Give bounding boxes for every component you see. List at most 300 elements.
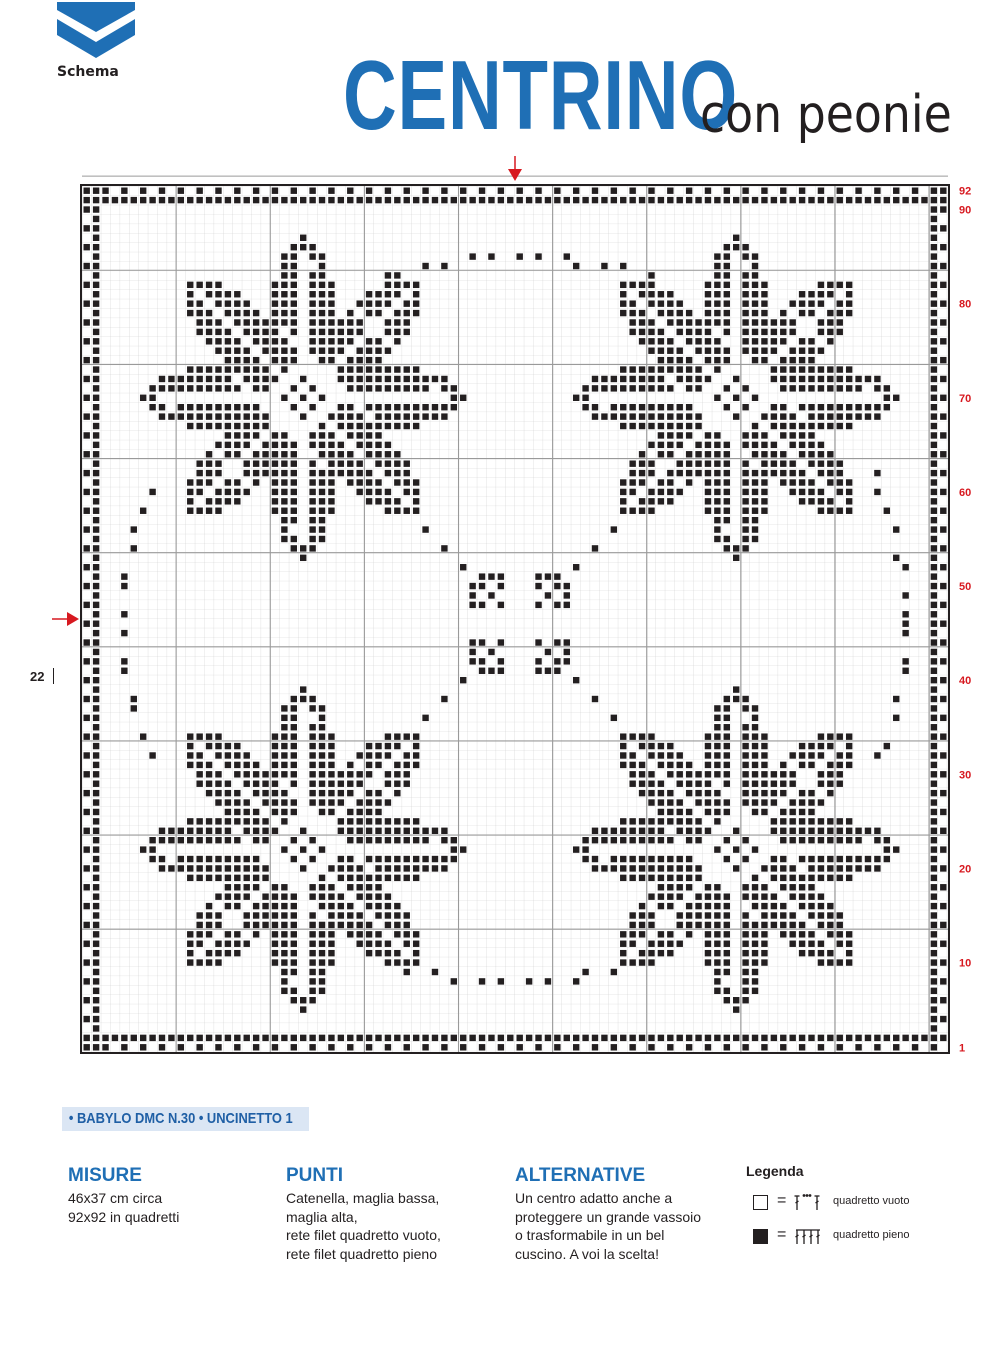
filled-cell bbox=[818, 300, 824, 306]
filled-cell bbox=[931, 733, 937, 739]
filled-cell bbox=[309, 197, 315, 203]
filled-cell bbox=[677, 404, 683, 410]
filled-cell bbox=[93, 884, 99, 890]
filled-cell bbox=[319, 959, 325, 965]
filled-cell bbox=[667, 875, 673, 881]
filled-cell bbox=[93, 413, 99, 419]
filled-cell bbox=[196, 959, 202, 965]
filled-cell bbox=[404, 922, 410, 928]
filled-cell bbox=[385, 781, 391, 787]
filled-cell bbox=[84, 978, 90, 984]
filled-cell bbox=[84, 771, 90, 777]
filled-cell bbox=[846, 856, 852, 862]
filled-cell bbox=[761, 319, 767, 325]
filled-cell bbox=[931, 696, 937, 702]
filled-cell bbox=[648, 348, 654, 354]
filled-cell bbox=[347, 903, 353, 909]
filled-cell bbox=[121, 630, 127, 636]
filled-cell bbox=[940, 959, 946, 965]
filled-cell bbox=[328, 432, 334, 438]
filled-cell bbox=[846, 1035, 852, 1041]
filled-cell bbox=[385, 366, 391, 372]
filled-cell bbox=[620, 300, 626, 306]
filled-cell bbox=[291, 988, 297, 994]
filled-cell bbox=[931, 517, 937, 523]
filled-cell bbox=[300, 244, 306, 250]
filled-cell bbox=[319, 319, 325, 325]
filled-cell bbox=[639, 733, 645, 739]
filled-cell bbox=[884, 508, 890, 514]
filled-cell bbox=[545, 978, 551, 984]
filled-cell bbox=[724, 771, 730, 777]
filled-cell bbox=[677, 799, 683, 805]
filled-cell bbox=[309, 282, 315, 288]
filled-cell bbox=[639, 282, 645, 288]
filled-cell bbox=[724, 950, 730, 956]
filled-cell bbox=[281, 790, 287, 796]
filled-cell bbox=[931, 573, 937, 579]
filled-cell bbox=[93, 564, 99, 570]
filled-cell bbox=[884, 856, 890, 862]
filled-cell bbox=[394, 950, 400, 956]
filled-cell bbox=[545, 592, 551, 598]
filled-cell bbox=[394, 762, 400, 768]
filled-cell bbox=[620, 865, 626, 871]
filled-cell bbox=[846, 423, 852, 429]
filled-cell bbox=[733, 828, 739, 834]
filled-cell bbox=[714, 903, 720, 909]
filled-cell bbox=[196, 752, 202, 758]
filled-cell bbox=[686, 357, 692, 363]
filled-cell bbox=[385, 508, 391, 514]
filled-cell bbox=[441, 1035, 447, 1041]
filled-cell bbox=[724, 724, 730, 730]
filled-cell bbox=[422, 837, 428, 843]
filled-cell bbox=[827, 366, 833, 372]
filled-cell bbox=[300, 846, 306, 852]
filled-cell bbox=[234, 903, 240, 909]
filled-cell bbox=[648, 489, 654, 495]
filled-cell bbox=[705, 950, 711, 956]
filled-cell bbox=[281, 366, 287, 372]
filled-cell bbox=[771, 451, 777, 457]
filled-cell bbox=[309, 941, 315, 947]
filled-cell bbox=[799, 423, 805, 429]
filled-cell bbox=[780, 310, 786, 316]
filled-cell bbox=[789, 366, 795, 372]
filled-cell bbox=[931, 1016, 937, 1022]
filled-cell bbox=[375, 310, 381, 316]
filled-cell bbox=[752, 338, 758, 344]
filled-cell bbox=[385, 922, 391, 928]
filled-cell bbox=[262, 451, 268, 457]
filled-cell bbox=[742, 1035, 748, 1041]
filled-cell bbox=[639, 366, 645, 372]
filled-cell bbox=[742, 253, 748, 259]
filled-cell bbox=[714, 432, 720, 438]
filled-cell bbox=[234, 818, 240, 824]
filled-cell bbox=[714, 338, 720, 344]
filled-cell bbox=[187, 828, 193, 834]
filled-cell bbox=[253, 423, 259, 429]
filled-cell bbox=[677, 348, 683, 354]
filled-cell bbox=[347, 188, 353, 194]
filled-cell bbox=[742, 310, 748, 316]
filled-cell bbox=[366, 498, 372, 504]
filled-cell bbox=[837, 762, 843, 768]
filled-cell bbox=[940, 790, 946, 796]
filled-cell bbox=[309, 253, 315, 259]
filled-cell bbox=[159, 376, 165, 382]
filled-cell bbox=[742, 912, 748, 918]
filled-cell bbox=[375, 357, 381, 363]
filled-cell bbox=[234, 300, 240, 306]
filled-cell bbox=[902, 1035, 908, 1041]
filled-cell bbox=[328, 413, 334, 419]
filled-cell bbox=[347, 818, 353, 824]
filled-cell bbox=[724, 837, 730, 843]
filled-cell bbox=[780, 837, 786, 843]
filled-cell bbox=[451, 385, 457, 391]
filled-cell bbox=[884, 197, 890, 203]
filled-cell bbox=[724, 809, 730, 815]
filled-cell bbox=[789, 197, 795, 203]
filled-cell bbox=[686, 865, 692, 871]
filled-cell bbox=[837, 781, 843, 787]
filled-cell bbox=[319, 724, 325, 730]
filled-cell bbox=[262, 1035, 268, 1041]
filled-cell bbox=[338, 781, 344, 787]
filled-cell bbox=[309, 442, 315, 448]
filled-cell bbox=[244, 310, 250, 316]
filled-cell bbox=[206, 423, 212, 429]
filled-cell bbox=[893, 188, 899, 194]
filled-cell bbox=[931, 978, 937, 984]
filled-cell bbox=[84, 564, 90, 570]
filled-cell bbox=[846, 197, 852, 203]
filled-cell bbox=[366, 950, 372, 956]
filled-cell bbox=[686, 903, 692, 909]
filled-cell bbox=[648, 413, 654, 419]
filled-cell bbox=[215, 781, 221, 787]
filled-cell bbox=[686, 771, 692, 777]
filled-cell bbox=[215, 743, 221, 749]
yarn-info-band bbox=[62, 1107, 309, 1131]
filled-cell bbox=[667, 903, 673, 909]
filled-cell bbox=[761, 479, 767, 485]
filled-cell bbox=[394, 903, 400, 909]
filled-cell bbox=[658, 950, 664, 956]
filled-cell bbox=[742, 790, 748, 796]
filled-cell bbox=[714, 988, 720, 994]
filled-cell bbox=[84, 677, 90, 683]
filled-cell bbox=[469, 592, 475, 598]
filled-cell bbox=[789, 828, 795, 834]
filled-cell bbox=[319, 884, 325, 890]
filled-cell bbox=[215, 460, 221, 466]
filled-cell bbox=[582, 856, 588, 862]
filled-cell bbox=[225, 752, 231, 758]
filled-cell bbox=[799, 743, 805, 749]
filled-cell bbox=[432, 376, 438, 382]
filled-cell bbox=[837, 188, 843, 194]
filled-cell bbox=[752, 508, 758, 514]
filled-cell bbox=[592, 696, 598, 702]
filled-cell bbox=[611, 837, 617, 843]
filled-cell bbox=[931, 988, 937, 994]
filled-cell bbox=[234, 884, 240, 890]
filled-cell bbox=[789, 479, 795, 485]
filled-cell bbox=[319, 526, 325, 532]
filled-cell bbox=[940, 263, 946, 269]
filled-cell bbox=[846, 941, 852, 947]
filled-cell bbox=[178, 837, 184, 843]
filled-cell bbox=[752, 715, 758, 721]
filled-cell bbox=[347, 197, 353, 203]
filled-cell bbox=[677, 489, 683, 495]
filled-cell bbox=[799, 376, 805, 382]
filled-cell bbox=[780, 912, 786, 918]
filled-cell bbox=[648, 950, 654, 956]
filled-cell bbox=[488, 573, 494, 579]
filled-square-icon bbox=[753, 1229, 768, 1244]
filled-cell bbox=[375, 818, 381, 824]
filled-cell bbox=[639, 790, 645, 796]
filled-cell bbox=[827, 423, 833, 429]
filled-cell bbox=[677, 752, 683, 758]
filled-cell bbox=[742, 733, 748, 739]
filled-cell bbox=[413, 197, 419, 203]
filled-cell bbox=[742, 771, 748, 777]
filled-cell bbox=[272, 733, 278, 739]
filled-cell bbox=[272, 799, 278, 805]
filled-cell bbox=[93, 338, 99, 344]
alternative-line: proteggere un grande vassoio bbox=[515, 1208, 702, 1225]
filled-cell bbox=[931, 376, 937, 382]
filled-cell bbox=[244, 197, 250, 203]
filled-cell bbox=[309, 536, 315, 542]
filled-cell bbox=[291, 752, 297, 758]
filled-cell bbox=[422, 197, 428, 203]
filled-cell bbox=[724, 470, 730, 476]
filled-cell bbox=[940, 752, 946, 758]
filled-cell bbox=[695, 837, 701, 843]
filled-cell bbox=[686, 404, 692, 410]
filled-cell bbox=[93, 856, 99, 862]
filled-cell bbox=[309, 498, 315, 504]
filled-cell bbox=[385, 818, 391, 824]
filled-cell bbox=[742, 526, 748, 532]
filled-cell bbox=[196, 875, 202, 881]
filled-cell bbox=[328, 931, 334, 937]
filled-cell bbox=[291, 404, 297, 410]
filled-cell bbox=[658, 799, 664, 805]
filled-cell bbox=[686, 432, 692, 438]
filled-cell bbox=[695, 366, 701, 372]
filled-cell bbox=[281, 903, 287, 909]
filled-cell bbox=[837, 856, 843, 862]
filled-cell bbox=[545, 649, 551, 655]
filled-cell bbox=[714, 517, 720, 523]
filled-cell bbox=[639, 413, 645, 419]
filled-cell bbox=[394, 376, 400, 382]
filled-cell bbox=[281, 818, 287, 824]
filled-cell bbox=[931, 790, 937, 796]
filled-cell bbox=[356, 1035, 362, 1041]
filled-cell bbox=[319, 809, 325, 815]
filled-cell bbox=[752, 253, 758, 259]
filled-cell bbox=[469, 1035, 475, 1041]
filled-cell bbox=[347, 922, 353, 928]
filled-cell bbox=[262, 828, 268, 834]
filled-cell bbox=[658, 903, 664, 909]
filled-cell bbox=[752, 809, 758, 815]
filled-cell bbox=[338, 875, 344, 881]
filled-cell bbox=[187, 941, 193, 947]
filled-cell bbox=[620, 950, 626, 956]
filled-cell bbox=[93, 395, 99, 401]
filled-cell bbox=[931, 639, 937, 645]
filled-cell bbox=[620, 931, 626, 937]
filled-cell bbox=[394, 508, 400, 514]
filled-cell bbox=[827, 404, 833, 410]
filled-cell bbox=[714, 263, 720, 269]
filled-cell bbox=[940, 922, 946, 928]
filled-cell bbox=[874, 1044, 880, 1050]
filled-cell bbox=[789, 893, 795, 899]
filled-cell bbox=[799, 197, 805, 203]
filled-cell bbox=[215, 856, 221, 862]
filled-cell bbox=[780, 479, 786, 485]
filled-cell bbox=[366, 479, 372, 485]
row-number-label: 30 bbox=[959, 769, 972, 782]
filled-cell bbox=[771, 856, 777, 862]
filled-cell bbox=[846, 959, 852, 965]
filled-cell bbox=[356, 752, 362, 758]
filled-cell bbox=[714, 395, 720, 401]
filled-cell bbox=[931, 743, 937, 749]
filled-cell bbox=[300, 545, 306, 551]
filled-cell bbox=[356, 809, 362, 815]
filled-cell bbox=[413, 366, 419, 372]
filled-cell bbox=[93, 912, 99, 918]
punti-line: rete filet quadretto pieno bbox=[286, 1245, 437, 1262]
filled-cell bbox=[931, 705, 937, 711]
filled-cell bbox=[667, 950, 673, 956]
filled-cell bbox=[338, 442, 344, 448]
filled-cell bbox=[648, 197, 654, 203]
filled-cell bbox=[761, 790, 767, 796]
filled-cell bbox=[752, 846, 758, 852]
filled-cell bbox=[648, 799, 654, 805]
filled-cell bbox=[309, 526, 315, 532]
filled-cell bbox=[178, 828, 184, 834]
filled-cell bbox=[112, 197, 118, 203]
filled-cell bbox=[281, 846, 287, 852]
filled-cell bbox=[84, 865, 90, 871]
filled-cell bbox=[338, 338, 344, 344]
filled-cell bbox=[677, 1035, 683, 1041]
filled-cell bbox=[253, 781, 259, 787]
filled-cell bbox=[356, 489, 362, 495]
filled-cell bbox=[705, 809, 711, 815]
filled-cell bbox=[356, 781, 362, 787]
filled-cell bbox=[234, 451, 240, 457]
filled-cell bbox=[404, 837, 410, 843]
filled-cell bbox=[808, 338, 814, 344]
filled-cell bbox=[281, 338, 287, 344]
filled-cell bbox=[338, 423, 344, 429]
filled-cell bbox=[865, 413, 871, 419]
filled-cell bbox=[187, 300, 193, 306]
filled-cell bbox=[84, 696, 90, 702]
filled-cell bbox=[328, 893, 334, 899]
filled-cell bbox=[808, 790, 814, 796]
filled-cell bbox=[667, 338, 673, 344]
filled-cell bbox=[84, 884, 90, 890]
filled-cell bbox=[215, 470, 221, 476]
filled-cell bbox=[884, 385, 890, 391]
filled-cell bbox=[752, 357, 758, 363]
filled-cell bbox=[328, 762, 334, 768]
filled-cell bbox=[281, 950, 287, 956]
filled-cell bbox=[658, 413, 664, 419]
filled-cell bbox=[319, 395, 325, 401]
filled-cell bbox=[940, 903, 946, 909]
filled-cell bbox=[356, 470, 362, 476]
filled-cell bbox=[573, 677, 579, 683]
filled-cell bbox=[84, 508, 90, 514]
filled-cell bbox=[413, 828, 419, 834]
filled-cell bbox=[667, 865, 673, 871]
filled-cell bbox=[309, 978, 315, 984]
filled-cell bbox=[808, 460, 814, 466]
filled-cell bbox=[714, 470, 720, 476]
filled-cell bbox=[714, 978, 720, 984]
filled-cell bbox=[601, 385, 607, 391]
filled-cell bbox=[366, 470, 372, 476]
filled-cell bbox=[253, 837, 259, 843]
filled-cell bbox=[300, 413, 306, 419]
filled-cell bbox=[799, 884, 805, 890]
filled-cell bbox=[855, 856, 861, 862]
filled-cell bbox=[761, 310, 767, 316]
filled-cell bbox=[309, 188, 315, 194]
empty-mesh-stitch-icon bbox=[793, 1193, 823, 1213]
filled-cell bbox=[196, 489, 202, 495]
filled-cell bbox=[93, 470, 99, 476]
filled-cell bbox=[244, 781, 250, 787]
filled-cell bbox=[385, 413, 391, 419]
filled-cell bbox=[771, 423, 777, 429]
filled-cell bbox=[931, 611, 937, 617]
filled-cell bbox=[281, 771, 287, 777]
filled-cell bbox=[686, 1044, 692, 1050]
filled-cell bbox=[818, 197, 824, 203]
filled-cell bbox=[799, 451, 805, 457]
filled-cell bbox=[724, 498, 730, 504]
filled-cell bbox=[131, 545, 137, 551]
filled-cell bbox=[404, 470, 410, 476]
filled-cell bbox=[93, 799, 99, 805]
filled-cell bbox=[780, 884, 786, 890]
filled-cell bbox=[328, 451, 334, 457]
filled-cell bbox=[281, 978, 287, 984]
filled-cell bbox=[479, 583, 485, 589]
filled-cell bbox=[394, 790, 400, 796]
filled-cell bbox=[771, 413, 777, 419]
filled-cell bbox=[347, 875, 353, 881]
